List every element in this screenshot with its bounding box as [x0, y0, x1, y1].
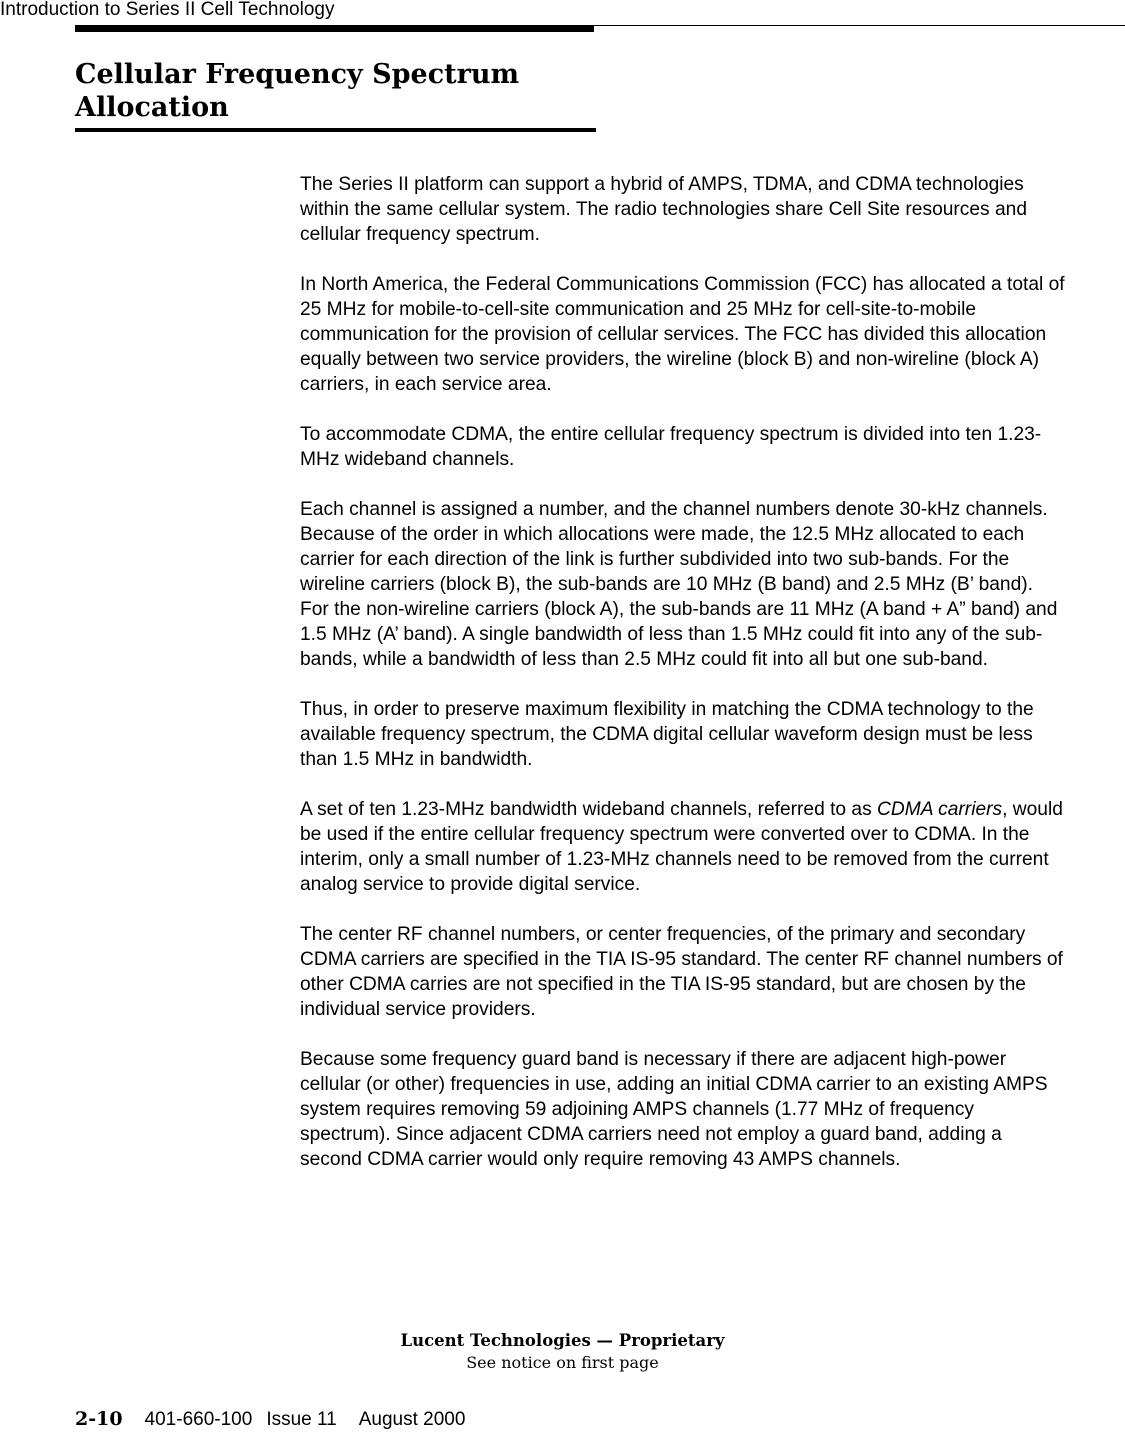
paragraph	[300, 797, 1065, 897]
paragraph: Because some frequency guard band is necessary if there are adjacent high-power cellular (or other) frequencies in use, adding an initial CDMA carrier to an existing AMPS system requires removing 59 adjoining AMPS channels (1.77 MHz of frequency spectrum). Since adjacent CDMA carriers need not employ a guard band, adding a second CDMA carrier would only require removing 43 AMPS channels.	[300, 1049, 1048, 1170]
running-header: Introduction to Series II Cell Technology	[0, 0, 335, 20]
page-footer	[75, 1407, 465, 1432]
paragraph: In North America, the Federal Communications Commission (FCC) has allocated a total of 25 MHz for mobile-to-cell-site communication and 25 MHz for cell-site-to-mobile communication for the provision of cellular services. The FCC has divided this allocation equally between two service providers, the wireline (block B) and non-wireline (block A) carriers, in each service area.	[300, 274, 1065, 395]
paragraph-text: A set of ten 1.23-MHz bandwidth wideband channels, referred to as	[300, 799, 878, 820]
document-issue: Issue 11	[266, 1409, 337, 1430]
paragraph: Each channel is assigned a number, and the channel numbers denote 30-kHz channels. Because of the order in which allocations were made, the 12.5 MHz allocated to each carrier for each direction of the link is further subdivided into two sub-bands. For the wireline carriers (block B), the sub-bands are 10 MHz (B band) and 2.5 MHz (B’ band). For the non-wireline carriers (block A), the sub-bands are 11 MHz (A band + A” band) and 1.5 MHz (A’ band). A single bandwidth of less than 1.5 MHz could fit into any of the sub-bands, while a bandwidth of less than 2.5 MHz could fit into all but one sub-band.	[300, 499, 1058, 670]
footer-company: Lucent Technologies — Proprietary	[400, 1331, 725, 1350]
footer-notice: See notice on first page	[466, 1353, 659, 1372]
section-title: Cellular Frequency Spectrum Allocation	[75, 59, 520, 123]
proprietary-footer	[0, 1330, 1125, 1374]
paragraph: The Series II platform can support a hybrid of AMPS, TDMA, and CDMA technologies within the same cellular system. The radio technologies share Cell Site resources and cellular frequency spectrum.	[300, 174, 1027, 245]
document-number: 401-660-100	[144, 1409, 253, 1430]
page-number: 2-10	[75, 1408, 123, 1430]
paragraph: The center RF channel numbers, or center frequencies, of the primary and secondary CDMA carriers are specified in the TIA IS-95 standard. The center RF channel numbers of other CDMA carries are not specified in the TIA IS-95 standard, but are chosen by the individual service providers.	[300, 924, 1063, 1020]
body-text	[300, 172, 1065, 1197]
document-date: August 2000	[358, 1409, 466, 1430]
paragraph: Thus, in order to preserve maximum flexibility in matching the CDMA technology to the available frequency spectrum, the CDMA digital cellular waveform design must be less than 1.5 MHz in bandwidth.	[300, 699, 1034, 770]
paragraph-text: , would be used if the entire cellular frequency spectrum were converted over to CDMA. In the interim, only a small number of 1.23-MHz channels need to be removed from the current analog service to provide digital service.	[300, 799, 1063, 895]
title-rule	[75, 128, 596, 132]
emphasized-term: CDMA carriers	[877, 799, 1003, 820]
paragraph: To accommodate CDMA, the entire cellular frequency spectrum is divided into ten 1.23-MHz wideband channels.	[300, 424, 1042, 470]
header-rule-bar	[75, 25, 594, 32]
